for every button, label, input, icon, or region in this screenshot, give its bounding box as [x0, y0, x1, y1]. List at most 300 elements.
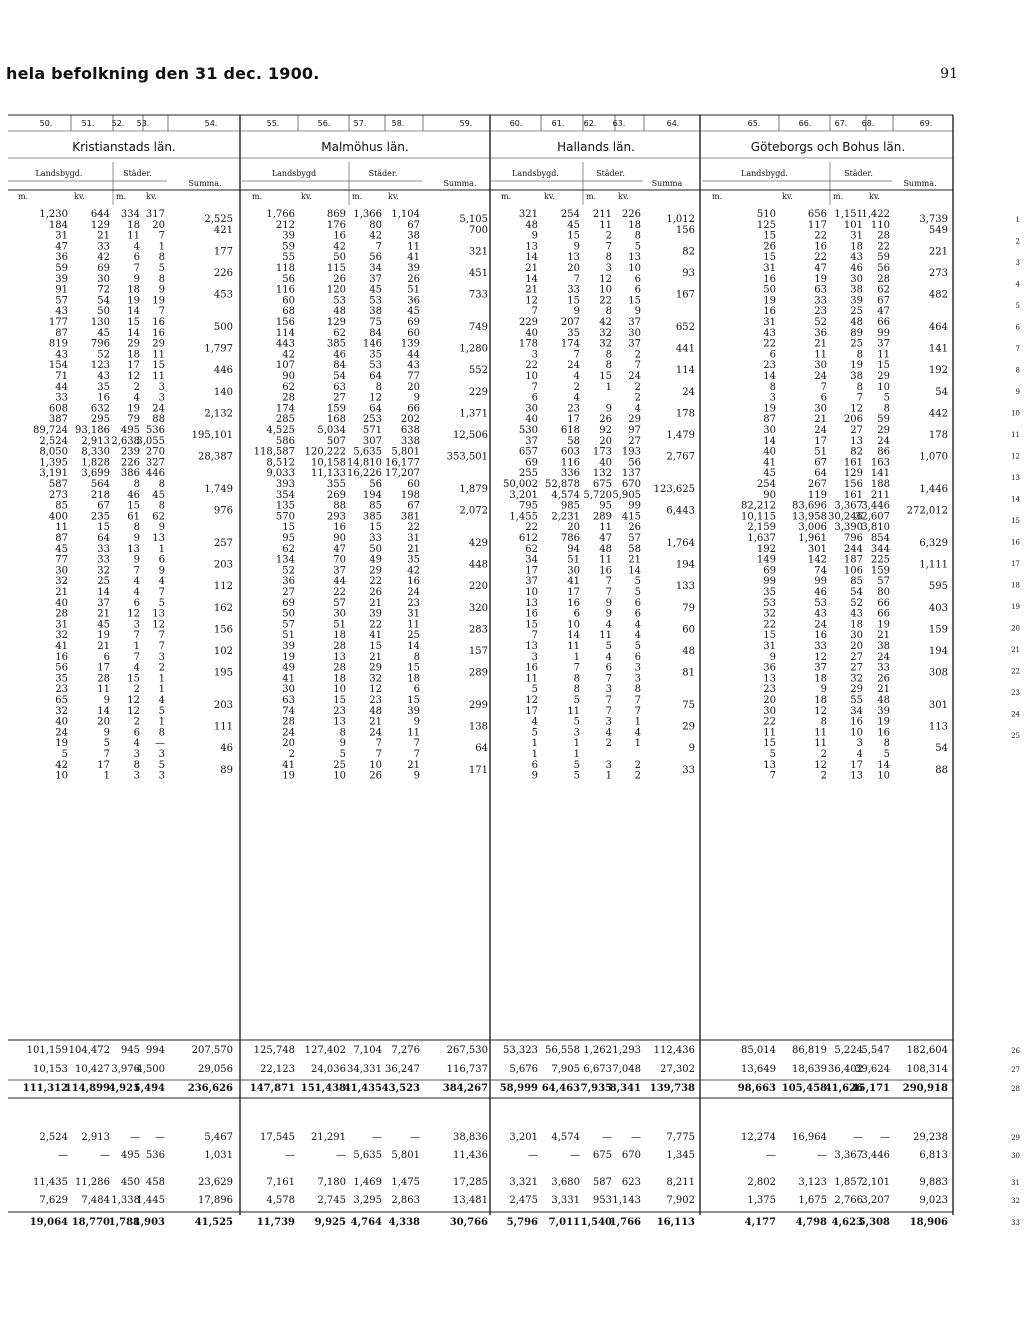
cell: 13 [628, 252, 641, 264]
lower-cell: — [285, 1150, 295, 1161]
cell: 26 [628, 522, 641, 534]
cell: 12 [814, 651, 827, 663]
cell: 19 [282, 770, 295, 782]
cell: 29 [369, 565, 382, 577]
cell: 38 [850, 371, 863, 382]
row-number: 28 [1011, 1085, 1020, 1093]
cell: 198 [400, 489, 420, 501]
cell: 66 [877, 608, 890, 620]
cell: 8 [605, 252, 612, 264]
cell: 23 [369, 695, 382, 706]
lower-cell: — [410, 1132, 420, 1143]
cell: 3 [158, 392, 165, 404]
cell: 212 [275, 219, 295, 231]
cell: 7 [634, 695, 641, 706]
lower-cell: 38,836 [453, 1132, 488, 1143]
cell: 56 [369, 252, 382, 264]
cell: 20 [599, 435, 612, 447]
cell: 43 [97, 371, 110, 382]
cell: 28 [282, 716, 295, 728]
cell: 20 [763, 695, 776, 706]
total-cell: 182,604 [906, 1045, 948, 1056]
row-total: 60 [682, 624, 695, 636]
cell: 44 [407, 349, 420, 361]
cell: 1,230 [39, 209, 68, 220]
total-cell: 125,748 [253, 1045, 295, 1056]
cell: 7 [605, 695, 612, 706]
cell: 3 [605, 716, 612, 728]
row-total: 1,797 [204, 343, 233, 355]
total-cell: 8,341 [609, 1083, 641, 1094]
cell: 10 [333, 770, 346, 782]
cell: 32 [97, 565, 110, 577]
cell: 11 [599, 554, 612, 566]
cell: 31 [850, 230, 863, 242]
lower-cell: 3,446 [861, 1150, 890, 1161]
cell: 107 [275, 360, 295, 372]
cell: 33 [567, 284, 580, 296]
cell: 9 [133, 273, 140, 285]
cell: 4 [634, 630, 641, 642]
cell: 20 [97, 716, 110, 728]
cell: 17,207 [385, 468, 420, 480]
lower-cell: 4,574 [551, 1132, 580, 1143]
cell: 12 [599, 273, 612, 285]
cell: 381 [400, 511, 420, 523]
cell: 50 [97, 306, 110, 318]
row-total: 177 [213, 246, 233, 258]
cell: 13 [567, 252, 580, 264]
row-number: 32 [1011, 1197, 1020, 1205]
cell: 415 [621, 511, 641, 523]
lower-cell: 3,295 [353, 1195, 382, 1206]
cell: 9 [103, 695, 110, 706]
row-total: 81 [682, 667, 695, 679]
cell: 27 [333, 392, 346, 404]
lower-cell: 21,291 [311, 1132, 346, 1143]
cell: 18 [407, 673, 420, 685]
cell: 495 [120, 425, 140, 436]
lower-cell: 30,766 [449, 1217, 488, 1228]
row-total: 9 [688, 743, 695, 755]
cell: 317 [145, 209, 165, 220]
cell: 2 [634, 381, 641, 393]
cell: 5,801 [391, 446, 420, 458]
cell: 46 [814, 587, 827, 598]
cell: 17 [525, 565, 538, 577]
row-number: 24 [1011, 710, 1020, 719]
cell: 31 [763, 263, 776, 274]
row-total: 79 [682, 602, 695, 614]
cell: 3,446 [861, 500, 890, 512]
row-total: 482 [928, 289, 948, 301]
cell: 13 [850, 770, 863, 782]
lower-cell: 7,484 [81, 1195, 110, 1206]
row-total: 453 [213, 289, 233, 301]
lower-cell: — [155, 1132, 165, 1143]
cell: 192 [756, 543, 776, 555]
cell: 4 [133, 738, 140, 750]
cell: 4 [634, 619, 641, 631]
cell: 13 [127, 543, 140, 555]
lower-cell: 1,788 [108, 1217, 140, 1228]
cell: 56 [369, 479, 382, 490]
row-total: 140 [213, 386, 233, 398]
row-number: 14 [1011, 495, 1020, 504]
cell: 5,905 [612, 489, 641, 501]
cell: 64 [814, 468, 827, 480]
cell: 85 [369, 500, 382, 512]
row-total: 441 [675, 343, 695, 355]
cell: 2 [634, 349, 641, 361]
cell: 7 [413, 749, 420, 760]
row-total: 93 [682, 268, 695, 279]
cell: 5 [573, 770, 580, 782]
row-total: 2,767 [666, 451, 695, 463]
cell: 54 [850, 587, 863, 598]
row-total: 451 [468, 268, 488, 279]
cell: 60 [282, 295, 295, 307]
row-total: 229 [468, 386, 488, 398]
row-total: 429 [468, 538, 488, 549]
cell: 7 [605, 576, 612, 588]
cell: 16,177 [385, 457, 420, 469]
cell: 218 [90, 489, 110, 501]
cell: 3 [531, 651, 538, 663]
cell: 52,878 [545, 479, 580, 490]
cell: 15 [599, 371, 612, 382]
cell: 2 [133, 716, 140, 728]
cell: 45 [97, 619, 110, 631]
cell: 53 [369, 295, 382, 307]
lower-cell: 5,801 [391, 1150, 420, 1161]
cell: 25 [333, 759, 346, 771]
cell: 57 [333, 597, 346, 609]
row-total: 421 [213, 224, 233, 236]
lower-cell: 16,113 [656, 1217, 695, 1228]
total-cell: 101,159 [26, 1045, 68, 1056]
row-total: 159 [928, 624, 948, 636]
cell: 5,034 [317, 425, 346, 436]
cell: 54 [333, 371, 346, 382]
lower-cell: — [570, 1150, 580, 1161]
cell: 35 [55, 673, 68, 685]
cell: 15 [407, 695, 420, 706]
cell: 207 [560, 317, 580, 328]
cell: 120 [326, 284, 346, 296]
cell: 85 [850, 576, 863, 588]
cell: 59 [877, 252, 890, 264]
row-total: 289 [468, 667, 488, 679]
lower-cell: — [58, 1150, 68, 1161]
cell: 30 [814, 360, 827, 372]
lower-cell: 29,238 [913, 1132, 948, 1143]
cell: 12 [127, 608, 140, 620]
cell: 59 [282, 241, 295, 253]
cell: 29 [369, 662, 382, 674]
cell: 39 [282, 230, 295, 242]
cell: 52 [97, 349, 110, 361]
cell: 53 [814, 597, 827, 609]
cell: 130 [90, 317, 110, 328]
cell: 129 [843, 468, 863, 480]
cell: 869 [326, 209, 346, 220]
cell: 7 [103, 749, 110, 760]
lower-cell: 3,201 [509, 1132, 538, 1143]
cell: 21 [814, 414, 827, 426]
cell: 50 [282, 608, 295, 620]
rural-header: Landsbygd [271, 169, 317, 178]
lower-cell: 3,367 [834, 1150, 863, 1161]
cell: 5 [103, 738, 110, 750]
row-total: 75 [682, 700, 695, 711]
row-number: 21 [1011, 646, 1020, 654]
cell: 45 [97, 327, 110, 339]
cell: 587 [48, 479, 68, 490]
cell: 32 [850, 673, 863, 685]
cell: 92 [599, 425, 612, 436]
cell: 40 [55, 716, 68, 728]
cell: 22 [763, 716, 776, 728]
cell: 1 [605, 381, 612, 393]
cell: 3,055 [136, 435, 165, 447]
cell: 42 [599, 317, 612, 328]
cell: 7 [531, 306, 538, 318]
cell: 510 [756, 209, 776, 220]
total-cell: 34,331 [347, 1064, 382, 1075]
cell: 7 [634, 360, 641, 372]
male-header: m. [352, 192, 363, 201]
cell: 334 [120, 209, 140, 220]
cell: 11 [55, 522, 68, 534]
cell: 43 [850, 608, 863, 620]
cell: 507 [326, 435, 346, 447]
cell: 32 [55, 576, 68, 588]
row-total: 54 [935, 743, 948, 755]
cell: 30 [763, 705, 776, 717]
row-total: 156 [213, 624, 233, 636]
lower-cell: 4,623 [831, 1217, 863, 1228]
cell: 30 [55, 565, 68, 577]
cell: 90 [282, 371, 295, 382]
cell: 25 [97, 576, 110, 588]
cell: 321 [518, 209, 538, 220]
cell: 24 [567, 360, 580, 372]
row-total: 226 [213, 268, 233, 279]
lower-cell: 17,545 [260, 1132, 295, 1143]
cell: 8 [133, 759, 140, 771]
cell: 21 [877, 684, 890, 696]
cell: 6 [634, 608, 641, 620]
cell: 44 [333, 576, 346, 588]
cell: 385 [326, 338, 346, 350]
cell: 69 [282, 597, 295, 609]
cell: 7 [375, 749, 382, 760]
cell: 174 [560, 338, 580, 350]
cell: 12 [525, 695, 538, 706]
cell: 8 [573, 673, 580, 685]
cell: 161 [843, 489, 863, 501]
cell: 51 [814, 446, 827, 458]
cell: 58 [628, 543, 641, 555]
row-number: 30 [1011, 1152, 1020, 1160]
cell: 2 [133, 381, 140, 393]
cell: 41 [763, 457, 776, 469]
cell: 54 [97, 295, 110, 307]
cell: 670 [621, 479, 641, 490]
cell: 17 [567, 414, 580, 426]
cell: 3 [634, 673, 641, 685]
cell: 69 [763, 565, 776, 577]
cell: 344 [870, 543, 890, 555]
cell: 53 [369, 360, 382, 372]
cell: 31 [763, 317, 776, 328]
cell: 42 [407, 565, 420, 577]
column-number: 54. [204, 119, 218, 128]
row-number: 18 [1011, 581, 1020, 590]
cell: 15 [628, 295, 641, 307]
cell: 31 [407, 608, 420, 620]
cell: 1 [103, 770, 110, 782]
cell: 16 [333, 230, 346, 242]
row-total: 133 [675, 581, 695, 593]
cell: 3 [634, 662, 641, 674]
lower-cell: 7,775 [666, 1132, 695, 1143]
cell: 23 [763, 360, 776, 372]
cell: 7 [573, 349, 580, 361]
row-total: 82 [682, 246, 695, 258]
towns-header: Städer. [844, 169, 873, 178]
cell: 77 [55, 554, 68, 566]
cell: 3 [605, 759, 612, 771]
cell: 46 [333, 349, 346, 361]
cell: 60 [407, 479, 420, 490]
lower-cell: 2,766 [834, 1195, 863, 1206]
total-header: Summa. [443, 179, 477, 188]
cell: 11 [567, 705, 580, 717]
cell: 19 [814, 273, 827, 285]
cell: 55 [282, 252, 295, 264]
total-cell: 7,048 [612, 1064, 641, 1075]
cell: 657 [518, 446, 538, 458]
cell: 6 [103, 651, 110, 663]
row-number: 22 [1011, 667, 1020, 676]
cell: 20 [152, 219, 165, 231]
cell: 13,958 [792, 511, 827, 523]
cell: 1 [158, 543, 165, 555]
cell: 16 [877, 727, 890, 739]
cell: 5 [634, 587, 641, 598]
cell: 3,699 [81, 468, 110, 480]
cell: 38 [407, 230, 420, 242]
cell: 129 [326, 317, 346, 328]
row-total: 111 [213, 721, 233, 733]
row-number: 9 [1015, 388, 1020, 396]
cell: 26 [599, 414, 612, 426]
cell: 57 [55, 295, 68, 307]
cell: 14 [525, 252, 538, 264]
cell: 9 [634, 306, 641, 318]
cell: 35 [369, 349, 382, 361]
lower-cell: 9,925 [314, 1217, 346, 1228]
cell: 3 [531, 349, 538, 361]
cell: 1 [158, 241, 165, 253]
cell: 27 [628, 435, 641, 447]
rural-header: Landsbygd. [35, 169, 83, 178]
cell: 132 [592, 468, 612, 480]
cell: 156 [843, 479, 863, 490]
cell: 17 [567, 587, 580, 598]
cell: 618 [560, 425, 580, 436]
total-header: Summa. [188, 179, 222, 188]
cell: 27 [850, 651, 863, 663]
lower-cell: 6,813 [919, 1150, 948, 1161]
cell: 24 [814, 425, 827, 436]
cell: 30,246 [828, 511, 863, 523]
cell: 11 [599, 522, 612, 534]
cell: 1,104 [391, 209, 420, 220]
row-total: 171 [468, 764, 488, 776]
cell: 12 [369, 392, 382, 404]
cell: 69 [97, 263, 110, 274]
cell: 19 [127, 403, 140, 415]
total-cell: 36,402 [828, 1064, 863, 1075]
cell: 88 [152, 414, 165, 426]
cell: 8 [158, 500, 165, 512]
row-number: 26 [1011, 1047, 1020, 1055]
lower-cell: — [130, 1132, 140, 1143]
cell: 16 [525, 608, 538, 620]
row-total: 141 [928, 343, 948, 355]
cell: 25 [407, 630, 420, 642]
lower-cell: 3,321 [509, 1177, 538, 1188]
cell: 30 [850, 273, 863, 285]
total-cell: 41,626 [824, 1083, 863, 1094]
row-total: 353,501 [446, 451, 488, 463]
column-number: 55. [266, 119, 280, 128]
cell: 14 [763, 435, 776, 447]
cell: 1,637 [747, 533, 776, 544]
cell: 254 [756, 479, 776, 490]
cell: 59 [55, 263, 68, 274]
total-cell: 10,153 [33, 1064, 68, 1075]
cell: 24 [628, 371, 641, 382]
cell: 68 [282, 306, 295, 318]
cell: 40 [55, 597, 68, 609]
cell: 2 [820, 770, 827, 782]
cell: 644 [90, 209, 110, 220]
cell: 7 [375, 738, 382, 750]
cell: 32 [55, 630, 68, 642]
cell: 9 [820, 684, 827, 696]
cell: 57 [628, 533, 641, 544]
cell: 17 [127, 360, 140, 372]
lower-cell: 2,524 [39, 1132, 68, 1143]
cell: 53 [763, 597, 776, 609]
cell: 62 [877, 284, 890, 296]
total-cell: 27,302 [660, 1064, 695, 1075]
cell: 1 [634, 716, 641, 728]
cell: 15 [763, 230, 776, 242]
lower-cell: 1,469 [353, 1177, 382, 1188]
cell: 13 [763, 759, 776, 771]
cell: 16 [763, 273, 776, 285]
cell: 23 [763, 684, 776, 696]
cell: 51 [407, 284, 420, 296]
cell: 24 [814, 371, 827, 382]
cell: 20 [567, 263, 580, 274]
cell: 7 [158, 230, 165, 242]
